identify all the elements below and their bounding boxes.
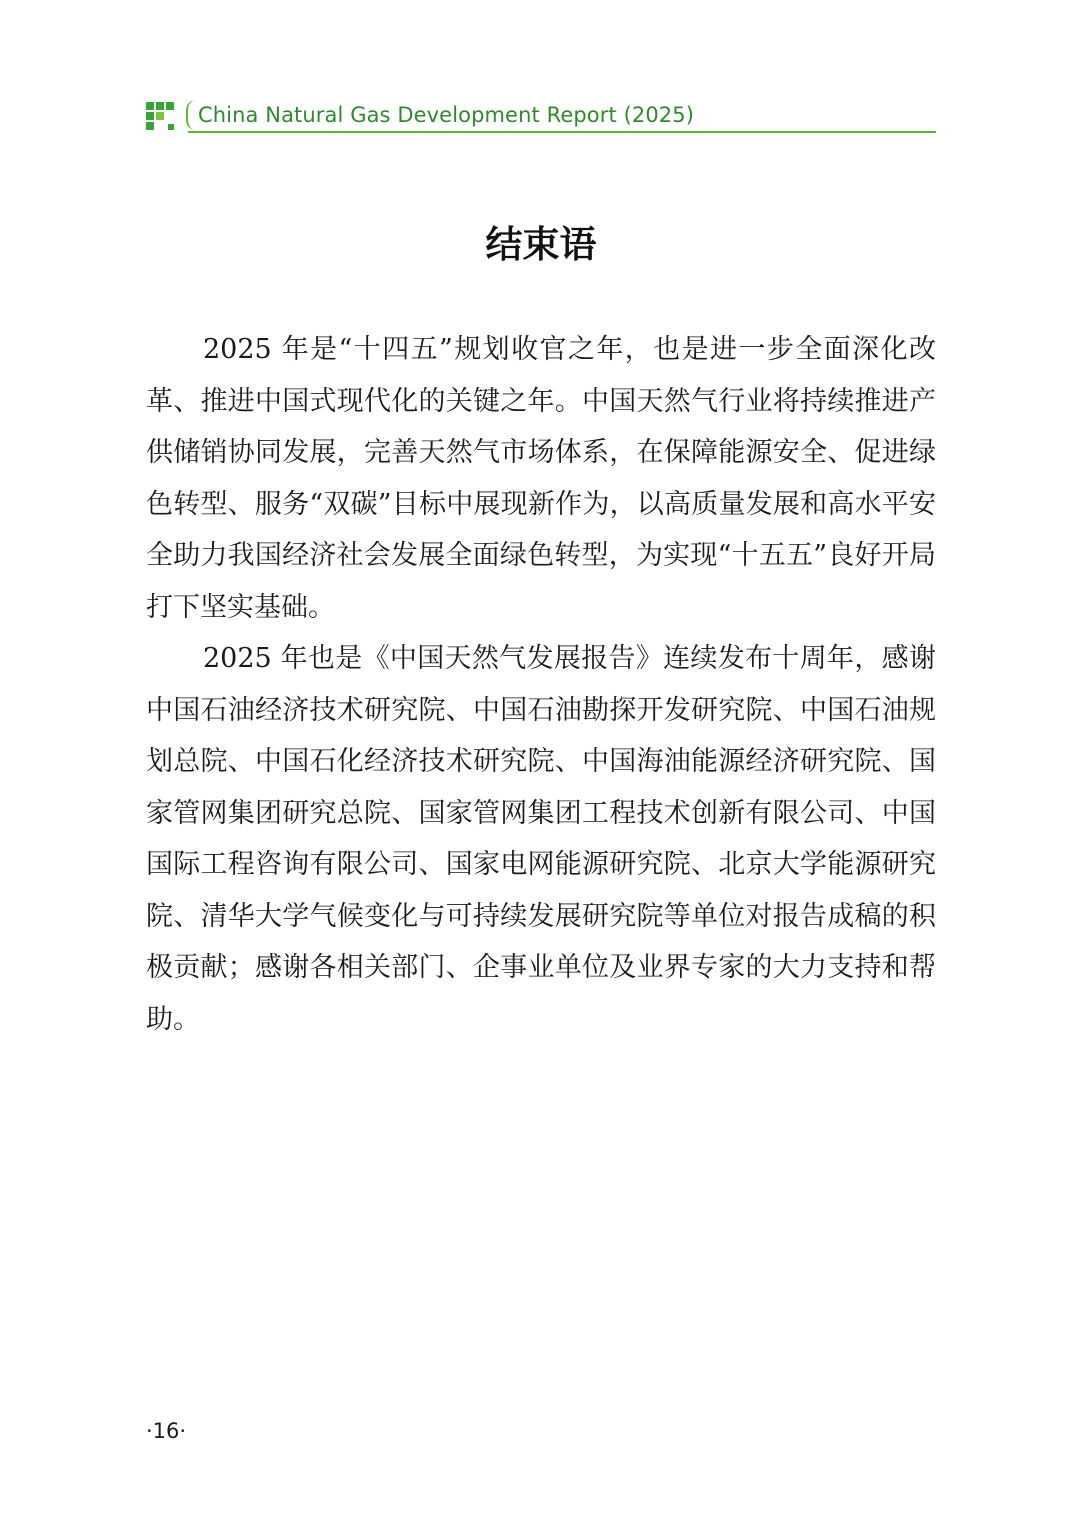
pixel-grid-logo-icon	[146, 102, 176, 132]
main-content	[146, 215, 936, 1045]
header-divider	[188, 131, 936, 133]
page-number: ·16·	[146, 1419, 187, 1443]
body-paragraph-2: 2025 年也是《中国天然气发展报告》连续发布十周年，感谢中国石油经济技术研究院、中国石油勘探开发研究院、中国石油规划总院、中国石化经济技术研究院、中国海油能源经济研究院、国家管网集团研究总院、国家管网集团工程技术创新有限公司、中国国际工程咨询有限公司、国家电网能源研究院、北京大学能源研究院、清华大学气候变化与可持续发展研究院等单位对报告成稿的积极贡献；感谢各相关部门、企事业单位及业界专家的大力支持和帮助。	[146, 643, 936, 1035]
body-paragraph-1: 2025 年是“十四五”规划收官之年，也是进一步全面深化改革、推进中国式现代化的关键之年。中国天然气行业将持续推进产供储销协同发展，完善天然气市场体系，在保障能源安全、促进绿色转型、服务“双碳”目标中展现新作为，以高质量发展和高水平安全助力我国经济社会发展全面绿色转型，为实现“十五五”良好开局打下坚实基础。	[146, 334, 936, 623]
report-title: China Natural Gas Development Report (2025)	[198, 103, 695, 127]
running-header	[146, 100, 936, 136]
header-title-box	[186, 100, 700, 130]
page-title: 结束语	[485, 223, 597, 266]
